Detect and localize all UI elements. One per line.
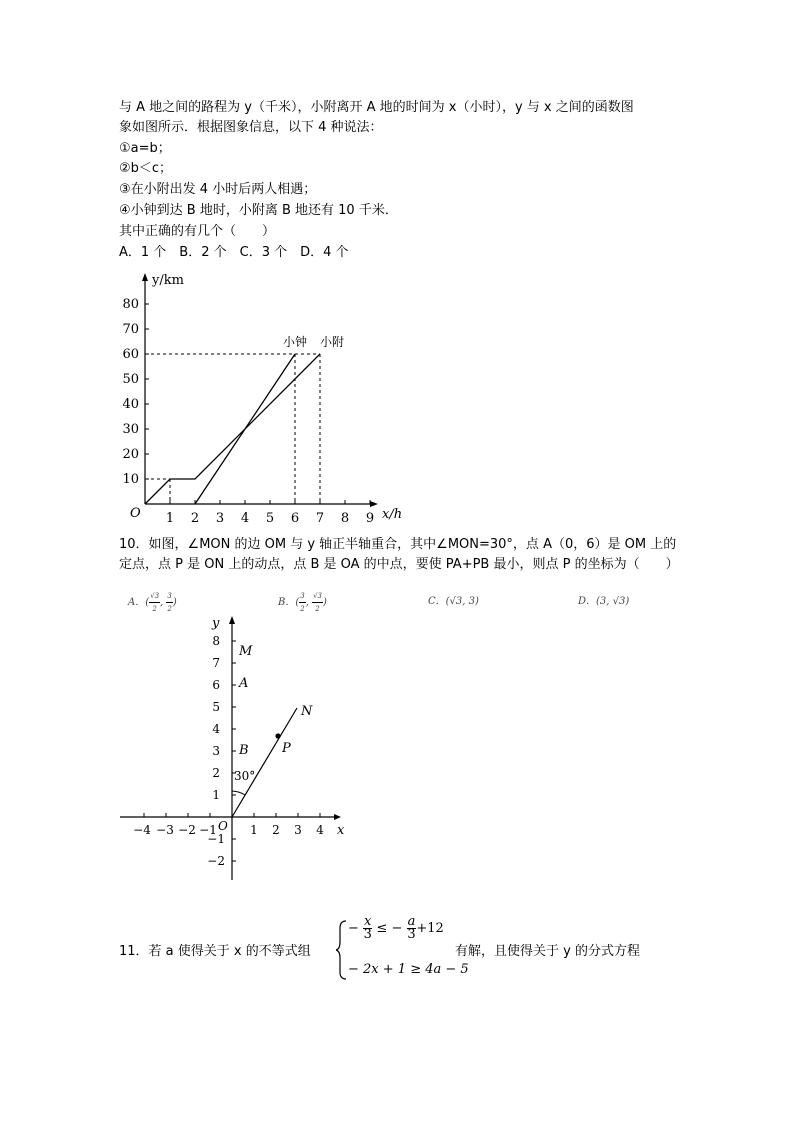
point-b-label: B [239,743,249,758]
y-tick-label: 40 [122,397,139,412]
x-tick-label: 2 [272,823,280,837]
y-tick-label: 60 [122,347,139,362]
y-axis-arrow [229,616,235,624]
q9-statement-1: ①a=b； [119,141,171,156]
x-tick-label: −4 [133,823,151,837]
q9-line-1: 与 A 地之间的路程为 y（千米），小附离开 A 地的时间为 x（小时），y 与 x 之间的函数图 [119,100,634,115]
point-m-label: M [239,644,253,659]
angle-label: 30° [234,769,256,783]
q10-option-c: C．(√3, 3) [428,596,479,607]
angle-arc [232,791,245,795]
y-tick-label: −1 [207,832,225,846]
origin-label: O [130,506,141,521]
q10-option-d: D．(3, √3) [578,596,630,607]
y-tick-label: 8 [212,634,220,648]
origin-label: O [218,819,228,833]
q10-line-1: 10．如图，∠MON 的边 OM 与 y 轴正半轴重合，其中∠MON=30°，点 A（0，6）是 OM 上的 [119,537,677,552]
y-tick-label: 4 [212,722,220,736]
y-axis-arrow [142,273,148,281]
x-tick-label: 6 [290,511,300,526]
y-tick-label: 6 [212,678,220,692]
q11-prefix: 11．若 a 使得关于 x 的不等式组 [119,944,311,959]
y-axis-label: y [212,616,220,631]
point-n-label: N [301,704,313,719]
x-tick-label: −2 [178,823,196,837]
point-p-label: P [282,741,291,756]
series-line-1 [195,354,295,504]
x-tick-label: 1 [250,823,258,837]
x-tick-label: 7 [315,511,325,526]
x-tick-label: 5 [265,511,275,526]
series-label: 小附 [320,335,345,349]
y-tick-label: 50 [122,372,139,387]
brace-icon [336,920,348,980]
x-tick-label: 1 [165,511,175,526]
x-tick-label: 4 [240,511,250,526]
q9-question: 其中正确的有几个（ ） [119,224,276,239]
x-tick-label: 4 [316,823,324,837]
x-tick-label: 3 [215,511,225,526]
q11-inequality-2: − 2x + 1 ≥ 4a − 5 [348,962,469,977]
y-tick-label: 80 [122,297,139,312]
q9-chart [110,265,410,530]
x-axis-label: x/h [382,507,403,522]
x-tick-label: 3 [294,823,302,837]
y-tick-label: 1 [212,788,220,802]
y-tick-label: 7 [212,656,220,670]
q9-statement-4: ④小钟到达 B 地时，小附离 B 地还有 10 千米． [119,203,398,218]
q10-option-b: B．( $\frac{3}{2}$ , $\frac{√3}{2}$ ) [278,592,327,613]
y-tick-label: 20 [122,447,139,462]
q10-option-a: A．( $\frac{√3}{2}$ , $\frac{3}{2}$ ) [128,592,177,613]
q11-inequality-1: − $\frac{x}{3}$ ≤ − $\frac{a}{3}$ +12 [348,914,444,942]
q9-options: A．1 个 B．2 个 C．3 个 D．4 个 [119,245,349,260]
q9-statement-3: ③在小附出发 4 小时后两人相遇； [119,182,317,197]
y-tick-label: 5 [212,700,220,714]
point-a-label: A [239,676,249,691]
y-axis-label: y/km [152,273,184,288]
y-tick-label: 3 [212,744,220,758]
y-tick-label: 10 [122,472,139,487]
q11-suffix: 有解，且使得关于 y 的分式方程 [455,944,640,959]
ray-on [232,708,297,817]
y-tick-label: 70 [122,322,139,337]
q9-line-2: 象如图所示．根据图象信息，以下 4 种说法： [119,120,383,135]
y-tick-label: −2 [207,854,225,868]
x-tick-label: 2 [190,511,200,526]
x-tick-label: 9 [365,511,375,526]
x-tick-label: −3 [156,823,174,837]
series-label: 小钟 [283,335,308,349]
y-tick-label: 30 [122,422,139,437]
x-tick-label: −1 [199,823,217,837]
q10-line-2: 定点，点 P 是 ON 上的动点，点 B 是 OA 的中点，要使 PA+PB 最小，则点 P 的坐标为（ ） [119,557,679,572]
point-p [275,733,280,738]
q10-figure [115,612,355,887]
y-tick-label: 2 [212,766,220,780]
q9-statement-2: ②b＜c； [119,161,173,176]
series-line-0 [145,354,320,504]
x-axis-arrow [334,814,341,820]
x-tick-label: 8 [340,511,350,526]
x-axis-arrow [370,501,378,507]
x-axis-label: x [337,823,345,838]
